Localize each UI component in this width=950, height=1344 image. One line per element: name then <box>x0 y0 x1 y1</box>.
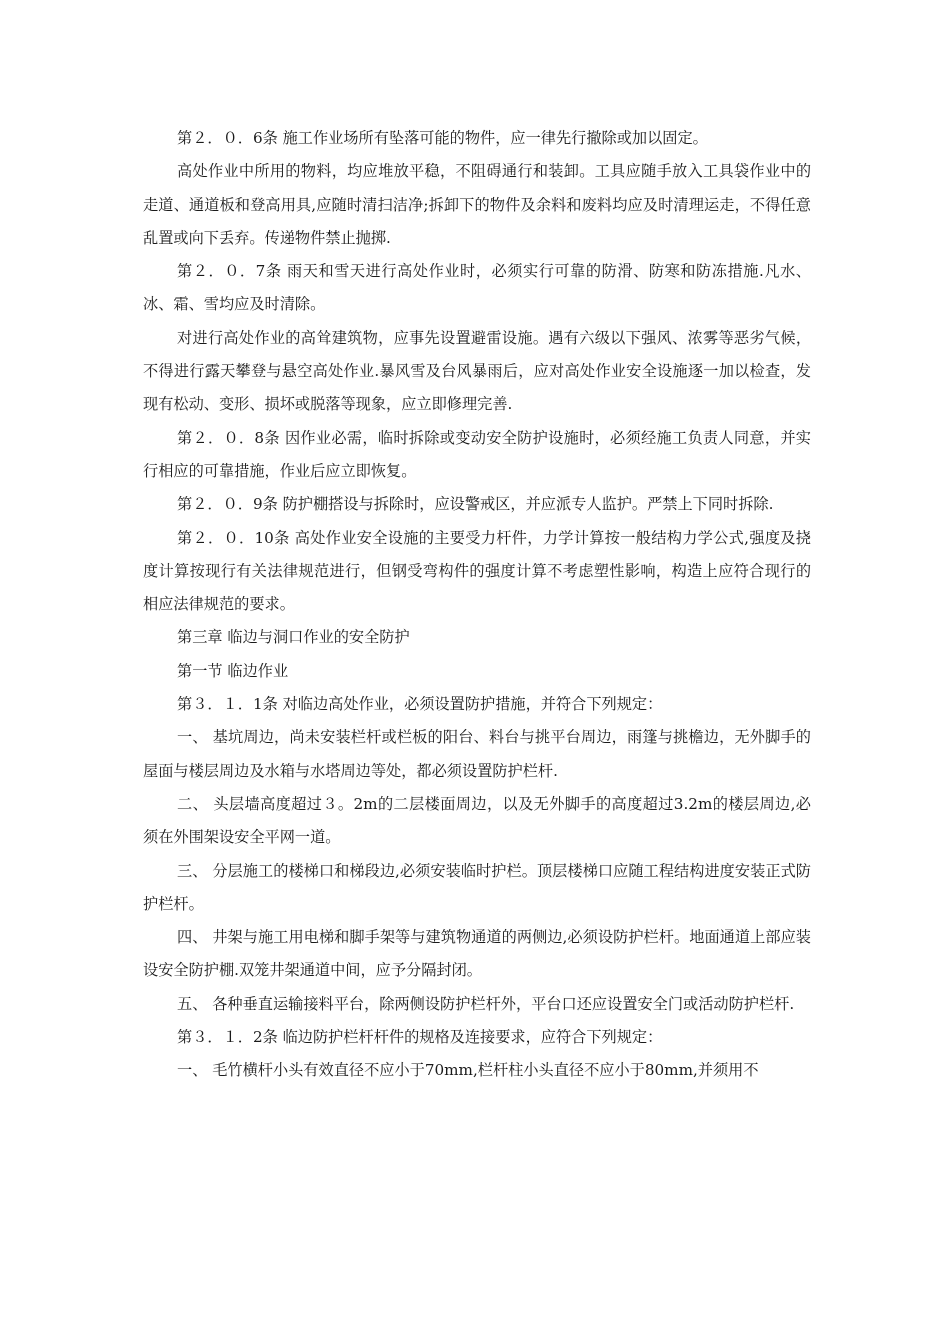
paragraph-article-2-0-8: 第２．０．8条 因作业必需，临时拆除或变动安全防护设施时，必须经施工负责人同意，并实行相应的可靠措施，作业后应立即恢复。 <box>143 428 811 480</box>
chapter-heading: 第三章 临边与洞口作业的安全防护 <box>177 628 410 647</box>
paragraph-article-3-1-2: 第３．１．2条 临边防护栏杆杆件的规格及连接要求，应符合下列规定： <box>177 1028 663 1047</box>
paragraph-article-2-0-10: 第２．０．10条 高处作业安全设施的主要受力杆件，力学计算按一般结构力学公式,强度及挠度计算按现行有关法律规范进行，但钢受弯构件的强度计算不考虑塑性影响，构造上应符合现行的相应法律规范的要求。 <box>143 528 811 614</box>
paragraph-article-3-1-1: 第３．１．1条 对临边高处作业，必须设置防护措施，并符合下列规定： <box>177 695 663 714</box>
list-item-5: 五、 各种垂直运输接料平台，除两侧设防护栏杆外，平台口还应设置安全门或活动防护栏杆. <box>177 994 795 1013</box>
paragraph-article-2-0-7: 第２．０．7条 雨天和雪天进行高处作业时，必须实行可靠的防滑、防寒和防冻措施.凡水、冰、霜、雪均应及时清除。 <box>143 262 811 314</box>
document-body <box>143 122 811 1088</box>
list-item-4: 四、 井架与施工用电梯和脚手架等与建筑物通道的两侧边,必须设防护栏杆。地面通道上部应装设安全防护棚.双笼井架通道中间，应予分隔封闭。 <box>143 928 811 980</box>
paragraph-lightning-protection: 对进行高处作业的高耸建筑物，应事先设置避雷设施。遇有六级以下强风、浓雾等恶劣气候，不得进行露天攀登与悬空高处作业.暴风雪及台风暴雨后，应对高处作业安全设施逐一加以检查，发现有松动、变形、损坏或脱落等现象，应立即修理完善. <box>143 328 811 414</box>
list-item-2: 二、 头层墙高度超过３。2m的二层楼面周边，以及无外脚手的高度超过3.2m的楼层周边,必须在外围架设安全平网一道。 <box>143 794 811 847</box>
list-item-3: 三、 分层施工的楼梯口和梯段边,必须安装临时护栏。顶层楼梯口应随工程结构进度安装正式防护栏杆。 <box>143 861 811 913</box>
list-item-1-bamboo: 一、 毛竹横杆小头有效直径不应小于70mm,栏杆柱小头直径不应小于80mm,并须用不 <box>177 1061 759 1080</box>
section-heading: 第一节 临边作业 <box>177 661 289 680</box>
list-item-1: 一、 基坑周边，尚未安装栏杆或栏板的阳台、料台与挑平台周边，雨篷与挑檐边，无外脚手的屋面与楼层周边及水箱与水塔周边等处，都必须设置防护栏杆. <box>143 728 811 780</box>
paragraph-article-2-0-6: 第２．０．6条 施工作业场所有坠落可能的物件，应一律先行撤除或加以固定。 <box>177 129 708 147</box>
paragraph-article-2-0-9: 第２．０．9条 防护棚搭设与拆除时，应设警戒区，并应派专人监护。严禁上下同时拆除. <box>177 495 774 514</box>
paragraph-materials: 高处作业中所用的物料，均应堆放平稳，不阻碍通行和装卸。工具应随手放入工具袋作业中的走道、通道板和登高用具,应随时清扫洁净;拆卸下的物件及余料和废料均应及时清理运走，不得任意乱置或向下丢弃。传递物件禁止抛掷. <box>143 162 811 247</box>
